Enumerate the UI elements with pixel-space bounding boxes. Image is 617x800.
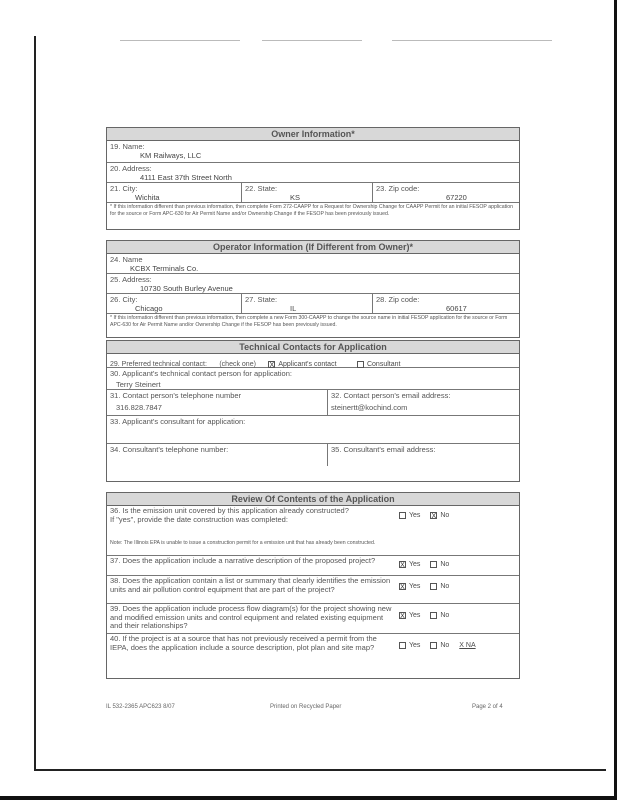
owner-name-row — [107, 141, 519, 163]
header-rule — [120, 40, 240, 41]
q36-yes-label: Yes — [409, 512, 421, 519]
owner-city-row — [107, 183, 519, 203]
operator-state-value: IL — [290, 304, 297, 313]
q38-text: 38. Does the application contain a list or summary that clearly identifies the emission units and air pollution control equipment that are part of the project? — [110, 576, 391, 594]
operator-state-label: 27. State: — [245, 295, 278, 304]
owner-header: Owner Information* — [107, 128, 519, 141]
q36-subtext: If "yes", provide the date construction was completed: — [110, 514, 288, 524]
operator-name-row — [107, 254, 519, 274]
q38-yes-label: Yes — [409, 583, 421, 590]
header-rule — [392, 40, 552, 41]
owner-name-value: KM Railways, LLC — [140, 151, 202, 160]
contact-phone-email-row — [107, 390, 519, 416]
operator-name-label: 24. Name — [110, 255, 143, 264]
operator-zip-value: 60617 — [446, 304, 467, 313]
q40-yes-checkbox[interactable] — [399, 642, 406, 649]
owner-city-value: Wichita — [135, 193, 160, 202]
operator-city-value: Chicago — [135, 304, 163, 313]
q36-text: 36. Is the emission unit covered by this application already constructed? — [110, 506, 349, 515]
consultant-row — [107, 416, 519, 444]
operator-note: * If this information different than previous information, then complete a new Form 300-CAAPP to change the source name in initial FESOP application for the source or Form APC-630 for Air Permit Name and/or Ownership Change if the FESOP has been previously issued. — [110, 315, 508, 328]
review-header: Review Of Contents of the Application — [107, 493, 519, 506]
footer-page: Page 2 of 4 — [472, 704, 503, 710]
consultant-option: Consultant — [366, 361, 401, 369]
q40-yes-label: Yes — [409, 642, 421, 649]
owner-state-value: KS — [290, 193, 301, 202]
applicant-contact-option: Applicant's contact — [278, 361, 337, 369]
q37-no-label: No — [440, 561, 450, 568]
q36-no-label: No — [440, 512, 450, 519]
owner-address-value: 4111 East 37th Street North — [140, 173, 232, 182]
contact-person-value: Terry Steinert — [116, 380, 161, 389]
review-section — [106, 492, 520, 679]
q37-yes-checkbox[interactable]: X — [400, 562, 405, 569]
operator-header: Operator Information (If Different from Owner)* — [107, 241, 519, 254]
consultant-phone-email-row — [107, 444, 519, 466]
q40-row — [107, 634, 519, 664]
q38-row — [107, 576, 519, 604]
operator-address-label: 25. Address: — [110, 275, 152, 284]
contact-phone-label: 31. Contact person's telephone number — [110, 391, 242, 400]
q40-no-checkbox[interactable] — [430, 642, 437, 649]
owner-address-row — [107, 163, 519, 183]
q40-na-mark: X NA — [459, 642, 476, 649]
q38-no-label: No — [440, 583, 450, 590]
scan-edge-bottom — [0, 796, 617, 800]
q36-options — [399, 512, 457, 519]
q38-no-checkbox[interactable] — [430, 583, 437, 590]
header-rule — [262, 40, 362, 41]
preferred-contact-label: 29. Preferred technical contact: — [110, 361, 207, 369]
q40-options — [399, 642, 484, 649]
q39-yes-checkbox[interactable]: X — [400, 613, 405, 620]
owner-note: * If this information different than previous information, then complete Form 272-CAAPP for a Request for Ownership Change for CAAPP Permit for an initial FESOP application for the source or Form APC-630 for Air Permit Name and/or Ownership Change if the FESOP has been previously issued. — [110, 204, 513, 217]
q36-yes-checkbox[interactable] — [399, 512, 406, 519]
q39-no-checkbox[interactable] — [430, 612, 437, 619]
q37-row — [107, 556, 519, 576]
owner-name-label: 19. Name: — [110, 142, 145, 151]
q38-yes-checkbox[interactable]: X — [400, 584, 405, 591]
preferred-contact-hint: (check one) — [219, 361, 256, 369]
owner-city-label: 21. City: — [110, 184, 138, 193]
operator-zip-label: 28. Zip code: — [376, 295, 420, 304]
q39-no-label: No — [440, 612, 450, 619]
owner-zip-value: 67220 — [446, 193, 467, 202]
consultant-label: 33. Applicant's consultant for application: — [110, 417, 246, 426]
operator-name-value: KCBX Terminals Co. — [130, 264, 199, 273]
contact-person-label: 30. Applicant's technical contact person for application: — [110, 369, 292, 378]
technical-header: Technical Contacts for Application — [107, 341, 519, 354]
q37-text: 37. Does the application include a narrative description of the proposed project? — [110, 556, 376, 565]
owner-section — [106, 127, 520, 230]
q37-yes-label: Yes — [409, 561, 421, 568]
applicant-contact-checkbox[interactable]: X — [269, 362, 275, 370]
footer-form-id: IL 532-2365 APC623 8/07 — [106, 704, 175, 710]
owner-state-label: 22. State: — [245, 184, 278, 193]
q40-no-label: No — [440, 642, 450, 649]
q39-row — [107, 604, 519, 634]
q36-no-checkbox[interactable]: X — [431, 513, 437, 520]
operator-address-row — [107, 274, 519, 294]
contact-email-value: steinertt@kochind.com — [331, 403, 408, 412]
q39-options — [399, 612, 457, 619]
q39-yes-label: Yes — [409, 612, 421, 619]
contact-email-label: 32. Contact person's email address: — [331, 391, 451, 400]
consultant-email-label: 35. Consultant's email address: — [331, 445, 436, 454]
q38-options — [399, 583, 457, 590]
preferred-contact-row — [107, 354, 519, 368]
operator-address-value: 10730 South Burley Avenue — [140, 284, 233, 293]
operator-city-label: 26. City: — [110, 295, 138, 304]
q39-text: 39. Does the application include process flow diagram(s) for the project showing new and modified emission units and control equipment and related existing equipment and their relationships? — [110, 604, 392, 630]
contact-phone-value: 316.828.7847 — [116, 403, 162, 412]
q36-row — [107, 506, 519, 556]
contact-person-row — [107, 368, 519, 390]
operator-section — [106, 240, 520, 338]
owner-address-label: 20. Address: — [110, 164, 152, 173]
owner-zip-label: 23. Zip code: — [376, 184, 420, 193]
technical-section — [106, 340, 520, 482]
q40-text: 40. If the project is at a source that has not previously received a permit from the IEPA, does the application include a source description, plot plan and site map? — [110, 634, 377, 652]
operator-city-row — [107, 294, 519, 314]
footer-recycled: Printed on Recycled Paper — [270, 704, 342, 710]
q36-note: Note: The Illinois EPA is unable to issue a construction permit for a emission unit that has already been constructed. — [110, 540, 376, 546]
q37-no-checkbox[interactable] — [430, 561, 437, 568]
q37-options — [399, 561, 457, 568]
consultant-phone-label: 34. Consultant's telephone number: — [110, 445, 229, 454]
